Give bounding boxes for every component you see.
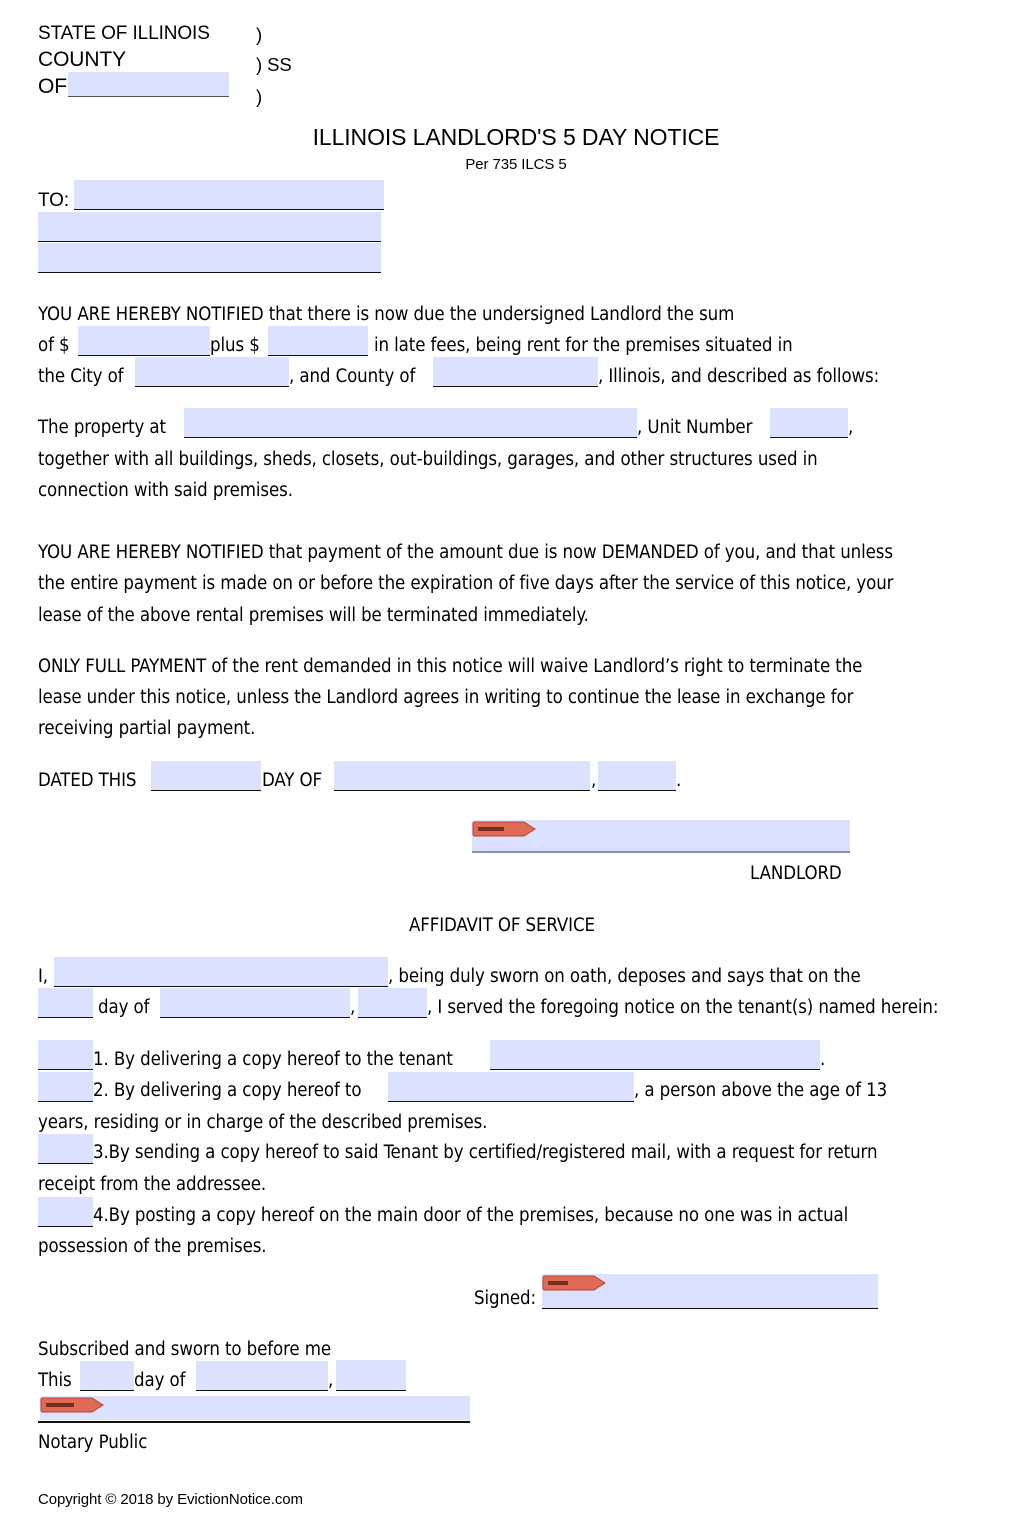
dated-month-underline bbox=[334, 790, 590, 791]
service-month-underline bbox=[160, 1017, 350, 1018]
landlord-signature-underline bbox=[472, 851, 850, 853]
demand-line-1: YOU ARE HEREBY NOTIFIED that payment of the amount due is now DEMANDED of you, and that unless bbox=[38, 542, 893, 563]
property-address-field[interactable] bbox=[184, 408, 637, 438]
option-4-check-field[interactable] bbox=[38, 1197, 93, 1227]
demand-line-2: the entire payment is made on or before the expiration of five days after the service of this notice, your bbox=[38, 573, 894, 594]
day-of-label: DAY OF bbox=[262, 770, 322, 791]
notary-public-label: Notary Public bbox=[38, 1432, 148, 1453]
plus-dollar-label: plus $ bbox=[210, 335, 260, 356]
rent-amount-underline bbox=[78, 355, 210, 356]
option-3-check-underline bbox=[38, 1163, 93, 1164]
affiant-name-underline bbox=[54, 986, 388, 987]
notary-comma: , bbox=[328, 1370, 334, 1391]
dated-period: . bbox=[676, 770, 682, 791]
service-day-underline bbox=[38, 1017, 93, 1018]
landlord-sign-here-tab[interactable] bbox=[472, 821, 536, 837]
notary-day-underline bbox=[80, 1390, 134, 1391]
option-2-person-field[interactable] bbox=[388, 1072, 634, 1102]
late-fees-text: in late fees, being rent for the premises situated in bbox=[374, 335, 793, 356]
option-3-text: 3.By sending a copy hereof to said Tenant by certified/registered mail, with a request for return bbox=[93, 1142, 878, 1163]
state-label: STATE OF ILLINOIS bbox=[38, 23, 210, 44]
notary-year-underline bbox=[336, 1390, 406, 1391]
affiant-i-label: I, bbox=[38, 966, 48, 987]
service-year-field[interactable] bbox=[358, 988, 427, 1018]
to-underline-2 bbox=[38, 241, 381, 242]
option-1-check-underline bbox=[38, 1069, 93, 1070]
paren-ss: ) SS bbox=[256, 54, 292, 75]
city-underline bbox=[135, 386, 289, 387]
signed-label: Signed: bbox=[474, 1288, 537, 1309]
notary-day-field[interactable] bbox=[80, 1361, 134, 1391]
dated-year-underline bbox=[598, 790, 676, 791]
service-day-of-label: day of bbox=[98, 997, 150, 1018]
full-payment-line-2: lease under this notice, unless the Landlord agrees in writing to continue the lease in exchange for bbox=[38, 687, 854, 708]
county-label: COUNTY bbox=[38, 48, 127, 71]
county-field[interactable] bbox=[433, 357, 598, 387]
sign-here-arrow-icon bbox=[40, 1397, 104, 1413]
option-2-suffix: , a person above the age of 13 bbox=[634, 1080, 888, 1101]
affiant-sign-here-tab[interactable] bbox=[542, 1275, 606, 1291]
property-label: The property at bbox=[38, 417, 166, 438]
option-1-tenant-underline bbox=[490, 1069, 820, 1070]
service-year-underline bbox=[358, 1017, 427, 1018]
dated-comma: , bbox=[591, 770, 597, 791]
option-2-check-field[interactable] bbox=[38, 1072, 93, 1102]
together-line-2: connection with said premises. bbox=[38, 480, 293, 501]
city-label: the City of bbox=[38, 366, 124, 387]
sign-here-arrow-icon bbox=[542, 1275, 606, 1291]
option-3-check-field[interactable] bbox=[38, 1134, 93, 1164]
landlord-label: LANDLORD bbox=[750, 863, 842, 884]
full-payment-line-3: receiving partial payment. bbox=[38, 718, 256, 739]
to-underline-1 bbox=[74, 209, 384, 210]
notary-signature-underline bbox=[38, 1421, 470, 1423]
county-of-underline bbox=[68, 96, 229, 97]
option-1-period: . bbox=[820, 1049, 826, 1070]
paren-1: ) bbox=[256, 24, 263, 45]
of-dollar-label: of $ bbox=[38, 335, 70, 356]
to-field-3[interactable] bbox=[38, 243, 381, 273]
of-label: OF bbox=[38, 75, 67, 98]
unit-number-field[interactable] bbox=[770, 408, 848, 438]
option-4-check-underline bbox=[38, 1226, 93, 1227]
affidavit-heading: AFFIDAVIT OF SERVICE bbox=[409, 915, 595, 936]
illinois-text: , Illinois, and described as follows: bbox=[598, 366, 880, 387]
notary-signature-field[interactable] bbox=[40, 1396, 470, 1420]
city-field[interactable] bbox=[135, 357, 289, 387]
county-underline bbox=[433, 386, 598, 387]
unit-number-label: , Unit Number bbox=[637, 417, 753, 438]
option-1-tenant-field[interactable] bbox=[490, 1040, 820, 1070]
sworn-text: , being duly sworn on oath, deposes and says that on the bbox=[388, 966, 861, 987]
property-underline bbox=[184, 437, 637, 438]
affiant-name-field[interactable] bbox=[54, 957, 388, 987]
page-subtitle: Per 735 ILCS 5 bbox=[465, 156, 567, 173]
county-label-2: , and County of bbox=[289, 366, 416, 387]
option-4-line-2: possession of the premises. bbox=[38, 1236, 267, 1257]
option-2-text: 2. By delivering a copy hereof to bbox=[93, 1080, 362, 1101]
option-2-person-underline bbox=[388, 1101, 634, 1102]
option-1-check-field[interactable] bbox=[38, 1040, 93, 1070]
paren-3: ) bbox=[256, 86, 263, 107]
dated-this-label: DATED THIS bbox=[38, 770, 137, 791]
sign-here-arrow-icon bbox=[472, 821, 536, 837]
late-fee-field[interactable] bbox=[268, 326, 368, 356]
this-label: This bbox=[38, 1370, 72, 1391]
demand-line-3: lease of the above rental premises will be terminated immediately. bbox=[38, 605, 589, 626]
page-title: ILLINOIS LANDLORD'S 5 DAY NOTICE bbox=[312, 124, 720, 150]
late-fee-underline bbox=[268, 355, 368, 356]
option-4-text: 4.By posting a copy hereof on the main door of the premises, because no one was in actual bbox=[93, 1205, 849, 1226]
dated-day-underline bbox=[151, 790, 261, 791]
county-of-field[interactable] bbox=[68, 72, 229, 97]
notary-month-field[interactable] bbox=[196, 1361, 328, 1391]
to-field-1[interactable] bbox=[74, 180, 384, 210]
affiant-signature-underline bbox=[542, 1308, 878, 1309]
to-underline-3 bbox=[38, 272, 381, 273]
unit-underline bbox=[770, 437, 848, 438]
notary-month-underline bbox=[196, 1390, 328, 1391]
dated-year-field[interactable] bbox=[598, 761, 676, 791]
service-comma: , bbox=[350, 997, 356, 1018]
dated-day-field[interactable] bbox=[151, 761, 261, 791]
option-2-check-underline bbox=[38, 1101, 93, 1102]
to-label: TO: bbox=[38, 190, 70, 211]
served-text: , I served the foregoing notice on the tenant(s) named herein: bbox=[427, 997, 939, 1018]
service-day-field[interactable] bbox=[38, 988, 93, 1018]
to-field-2[interactable] bbox=[38, 212, 381, 242]
unit-comma: , bbox=[848, 417, 854, 438]
full-payment-line-1: ONLY FULL PAYMENT of the rent demanded in this notice will waive Landlord’s right to terminate the bbox=[38, 656, 863, 677]
notary-year-field[interactable] bbox=[336, 1360, 406, 1391]
service-month-field[interactable] bbox=[160, 988, 350, 1018]
subscribed-text: Subscribed and sworn to before me bbox=[38, 1339, 332, 1360]
notary-sign-here-tab[interactable] bbox=[40, 1397, 104, 1413]
notice-line-1: YOU ARE HEREBY NOTIFIED that there is now due the undersigned Landlord the sum bbox=[38, 304, 735, 325]
copyright-text: Copyright © 2018 by EvictionNotice.com bbox=[38, 1491, 303, 1508]
option-2-line-2: years, residing or in charge of the described premises. bbox=[38, 1112, 488, 1133]
option-1-text: 1. By delivering a copy hereof to the tenant bbox=[93, 1049, 453, 1070]
notary-day-of-label: day of bbox=[134, 1370, 186, 1391]
option-3-line-2: receipt from the addressee. bbox=[38, 1174, 267, 1195]
together-line-1: together with all buildings, sheds, closets, out-buildings, garages, and other structures used in bbox=[38, 449, 818, 470]
rent-amount-field[interactable] bbox=[78, 326, 210, 356]
dated-month-field[interactable] bbox=[334, 761, 590, 791]
